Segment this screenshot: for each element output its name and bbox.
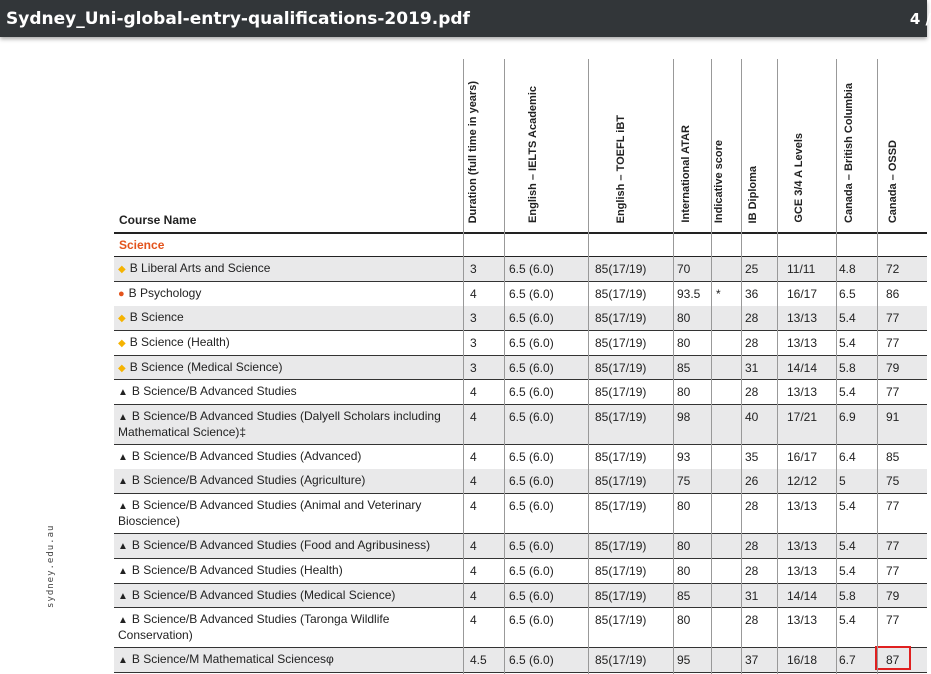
table-row <box>114 584 927 608</box>
column-header: IB Diploma <box>747 165 759 223</box>
cell-ib: 28 <box>745 385 759 399</box>
table-row <box>114 534 927 559</box>
cell-ielts: 6.5 (6.0) <box>509 499 554 513</box>
course-name-text: B Liberal Arts and Science <box>129 261 271 275</box>
cell-bc: 6.4 <box>839 450 856 464</box>
column-header: Duration (full time in years) <box>467 80 479 223</box>
cell-ielts: 6.5 (6.0) <box>509 653 554 667</box>
cell-atar: 95 <box>677 653 691 667</box>
course-name-text: B Science/B Advanced Studies (Advanced) <box>131 449 362 463</box>
diamond-icon: ◆ <box>118 338 126 349</box>
dot-icon: ● <box>118 288 125 300</box>
cell-duration: 4 <box>470 589 477 603</box>
cell-ielts: 6.5 (6.0) <box>509 539 554 553</box>
course-name-text: B Science/M Mathematical Sciencesφ <box>131 652 334 666</box>
tri-icon: ▲ <box>118 412 128 423</box>
column-header: Canada – OSSD <box>887 139 899 223</box>
cell-duration: 4 <box>470 410 477 424</box>
course-name-text: B Science/B Advanced Studies (Taronga Wildlife Conservation) <box>118 612 390 642</box>
cell-bc: 5 <box>839 474 846 488</box>
cell-ossd: 79 <box>886 589 900 603</box>
document-title: Sydney_Uni-global-entry-qualifications-2019.pdf <box>6 8 470 29</box>
tri-icon: ▲ <box>118 476 128 487</box>
column-separator <box>711 59 712 674</box>
cell-ossd: 77 <box>886 311 900 325</box>
cell-ielts: 6.5 (6.0) <box>509 336 554 350</box>
sidebar-url-text: sydney.edu.au <box>46 524 56 608</box>
cell-bc: 6.5 <box>839 287 856 301</box>
page-indicator[interactable]: 4 / <box>909 9 931 28</box>
course-name-text: B Science/B Advanced Studies (Food and Agribusiness) <box>131 538 431 552</box>
column-separator <box>588 59 589 674</box>
cell-bc: 4.8 <box>839 262 856 276</box>
cell-ib: 28 <box>745 564 759 578</box>
cell-bc: 5.4 <box>839 311 856 325</box>
cell-bc: 5.4 <box>839 385 856 399</box>
cell-atar: 98 <box>677 410 691 424</box>
cell-gce: 13/13 <box>787 385 818 399</box>
cell-toefl: 85(17/19) <box>595 589 647 603</box>
course-name <box>118 310 456 326</box>
tri-icon: ▲ <box>118 566 128 577</box>
cell-ielts: 6.5 (6.0) <box>509 613 554 627</box>
course-name <box>118 612 456 643</box>
table-row <box>114 257 927 282</box>
cell-gce: 17/21 <box>787 410 818 424</box>
cell-atar: 80 <box>677 499 691 513</box>
table-row <box>114 648 927 673</box>
section-title: Science <box>119 238 165 252</box>
cell-ielts: 6.5 (6.0) <box>509 410 554 424</box>
cell-duration: 4 <box>470 287 477 301</box>
tri-icon: ▲ <box>118 541 128 552</box>
cell-ossd: 77 <box>886 613 900 627</box>
header-rule <box>114 232 927 234</box>
cell-ib: 26 <box>745 474 759 488</box>
cell-duration: 4 <box>470 499 477 513</box>
column-header: GCE 3/4 A Levels <box>793 133 805 223</box>
cell-duration: 3 <box>470 361 477 375</box>
course-name <box>118 335 456 351</box>
cell-gce: 16/18 <box>787 653 818 667</box>
cell-bc: 5.8 <box>839 361 856 375</box>
cell-gce: 12/12 <box>787 474 818 488</box>
tri-icon: ▲ <box>118 501 128 512</box>
cell-toefl: 85(17/19) <box>595 287 647 301</box>
cell-ib: 35 <box>745 450 759 464</box>
cell-duration: 3 <box>470 262 477 276</box>
cell-bc: 5.4 <box>839 613 856 627</box>
course-name <box>118 538 456 554</box>
column-separator <box>463 59 464 674</box>
cell-gce: 13/13 <box>787 336 818 350</box>
cell-gce: 13/13 <box>787 564 818 578</box>
column-header: English – IELTS Academic <box>527 86 539 223</box>
column-separator <box>504 59 505 674</box>
course-name-text: B Science/B Advanced Studies <box>131 384 297 398</box>
diamond-icon: ◆ <box>118 313 126 324</box>
table-row <box>114 445 927 470</box>
cell-atar: 80 <box>677 336 691 350</box>
tri-icon: ▲ <box>118 655 128 666</box>
cell-ossd: 77 <box>886 564 900 578</box>
cell-atar: 80 <box>677 311 691 325</box>
course-name-text: B Psychology <box>128 286 202 300</box>
course-name <box>118 286 456 302</box>
course-name <box>118 652 456 668</box>
cell-duration: 4 <box>470 450 477 464</box>
course-name <box>118 563 456 579</box>
column-separator <box>741 59 742 674</box>
cell-ielts: 6.5 (6.0) <box>509 311 554 325</box>
cell-ielts: 6.5 (6.0) <box>509 450 554 464</box>
column-separator <box>777 59 778 674</box>
cell-duration: 4 <box>470 474 477 488</box>
cell-duration: 3 <box>470 311 477 325</box>
cell-ib: 40 <box>745 410 759 424</box>
cell-ielts: 6.5 (6.0) <box>509 589 554 603</box>
cell-atar: 85 <box>677 361 691 375</box>
cell-ossd: 72 <box>886 262 900 276</box>
cell-duration: 3 <box>470 336 477 350</box>
cell-bc: 6.7 <box>839 653 856 667</box>
course-name-header: Course Name <box>119 213 197 227</box>
column-separator <box>836 59 837 674</box>
course-name-text: B Science/B Advanced Studies (Animal and Veterinary Bioscience) <box>118 498 422 528</box>
cell-toefl: 85(17/19) <box>595 474 647 488</box>
cell-atar: 80 <box>677 385 691 399</box>
cell-ossd: 86 <box>886 287 900 301</box>
course-name <box>118 409 456 440</box>
cell-ossd: 77 <box>886 499 900 513</box>
cell-ib: 28 <box>745 336 759 350</box>
column-separator <box>673 59 674 674</box>
cell-atar: 80 <box>677 613 691 627</box>
column-header: International ATAR <box>680 125 692 223</box>
cell-atar: 93.5 <box>677 287 701 301</box>
course-name <box>118 384 456 400</box>
course-name <box>118 498 456 529</box>
cell-ossd: 91 <box>886 410 900 424</box>
cell-ielts: 6.5 (6.0) <box>509 564 554 578</box>
cell-bc: 5.4 <box>839 499 856 513</box>
table-row <box>114 306 927 331</box>
cell-ielts: 6.5 (6.0) <box>509 262 554 276</box>
table-row <box>114 356 927 380</box>
pdf-page <box>0 37 927 674</box>
cell-duration: 4 <box>470 539 477 553</box>
cell-bc: 5.8 <box>839 589 856 603</box>
cell-gce: 13/13 <box>787 311 818 325</box>
cell-atar: 80 <box>677 564 691 578</box>
table-row <box>114 608 927 648</box>
cell-gce: 13/13 <box>787 613 818 627</box>
cell-toefl: 85(17/19) <box>595 539 647 553</box>
cell-toefl: 85(17/19) <box>595 653 647 667</box>
cell-gce: 14/14 <box>787 361 818 375</box>
cell-gce: 16/17 <box>787 450 818 464</box>
cell-indicative: * <box>716 287 721 301</box>
cell-bc: 5.4 <box>839 539 856 553</box>
cell-atar: 93 <box>677 450 691 464</box>
cell-atar: 85 <box>677 589 691 603</box>
tri-icon: ▲ <box>118 615 128 626</box>
cell-duration: 4 <box>470 385 477 399</box>
cell-ossd: 77 <box>886 539 900 553</box>
cell-ib: 31 <box>745 361 759 375</box>
column-header: Canada – British Columbia <box>843 83 855 223</box>
cell-toefl: 85(17/19) <box>595 450 647 464</box>
table-row <box>114 405 927 445</box>
cell-toefl: 85(17/19) <box>595 262 647 276</box>
cell-bc: 6.9 <box>839 410 856 424</box>
column-header: Indicative score <box>713 139 725 223</box>
course-name-text: B Science/B Advanced Studies (Health) <box>131 563 343 577</box>
cell-duration: 4.5 <box>470 653 487 667</box>
cell-toefl: 85(17/19) <box>595 361 647 375</box>
cell-gce: 11/11 <box>787 262 816 276</box>
cell-ossd: 77 <box>886 385 900 399</box>
cell-ib: 28 <box>745 499 759 513</box>
diamond-icon: ◆ <box>118 363 126 374</box>
table-row <box>114 380 927 405</box>
cell-atar: 75 <box>677 474 691 488</box>
table-row <box>114 559 927 584</box>
course-name-text: B Science <box>129 310 184 324</box>
cell-ielts: 6.5 (6.0) <box>509 385 554 399</box>
course-name-text: B Science (Health) <box>129 335 230 349</box>
course-name <box>118 473 456 489</box>
cell-ossd: 77 <box>886 336 900 350</box>
cell-toefl: 85(17/19) <box>595 410 647 424</box>
course-name <box>118 261 456 277</box>
cell-atar: 80 <box>677 539 691 553</box>
cell-atar: 70 <box>677 262 691 276</box>
cell-ielts: 6.5 (6.0) <box>509 361 554 375</box>
highlight-box <box>875 646 911 670</box>
cell-gce: 16/17 <box>787 287 818 301</box>
course-name-text: B Science/B Advanced Studies (Agriculture) <box>131 473 366 487</box>
cell-toefl: 85(17/19) <box>595 385 647 399</box>
course-name-text: B Science (Medical Science) <box>129 360 283 374</box>
cell-gce: 14/14 <box>787 589 818 603</box>
cell-toefl: 85(17/19) <box>595 613 647 627</box>
course-name <box>118 588 456 604</box>
cell-toefl: 85(17/19) <box>595 336 647 350</box>
cell-ib: 37 <box>745 653 759 667</box>
cell-toefl: 85(17/19) <box>595 311 647 325</box>
cell-gce: 13/13 <box>787 539 818 553</box>
cell-ib: 28 <box>745 311 759 325</box>
cell-ossd: 79 <box>886 361 900 375</box>
course-name-text: B Science/B Advanced Studies (Dalyell Scholars including Mathematical Science)‡ <box>118 409 441 439</box>
course-name <box>118 360 456 376</box>
cell-ib: 31 <box>745 589 759 603</box>
pdf-toolbar <box>0 0 931 37</box>
cell-ielts: 6.5 (6.0) <box>509 287 554 301</box>
tri-icon: ▲ <box>118 452 128 463</box>
cell-ib: 36 <box>745 287 759 301</box>
table-row <box>114 282 927 307</box>
cell-ielts: 6.5 (6.0) <box>509 474 554 488</box>
diamond-icon: ◆ <box>118 264 126 275</box>
tri-icon: ▲ <box>118 387 128 398</box>
cell-ib: 28 <box>745 613 759 627</box>
course-name <box>118 449 456 465</box>
cell-duration: 4 <box>470 613 477 627</box>
cell-bc: 5.4 <box>839 336 856 350</box>
cell-ib: 28 <box>745 539 759 553</box>
cell-ib: 25 <box>745 262 759 276</box>
cell-ossd: 85 <box>886 450 900 464</box>
column-header: English – TOEFL iBT <box>615 114 627 223</box>
table-row <box>114 494 927 534</box>
cell-bc: 5.4 <box>839 564 856 578</box>
column-separator <box>877 59 878 674</box>
cell-gce: 13/13 <box>787 499 818 513</box>
cell-ossd: 87 <box>886 653 900 667</box>
cell-toefl: 85(17/19) <box>595 564 647 578</box>
tri-icon: ▲ <box>118 591 128 602</box>
cell-duration: 4 <box>470 564 477 578</box>
table-row <box>114 331 927 356</box>
course-name-text: B Science/B Advanced Studies (Medical Science) <box>131 588 396 602</box>
cell-toefl: 85(17/19) <box>595 499 647 513</box>
table-row <box>114 469 927 494</box>
cell-ossd: 75 <box>886 474 900 488</box>
